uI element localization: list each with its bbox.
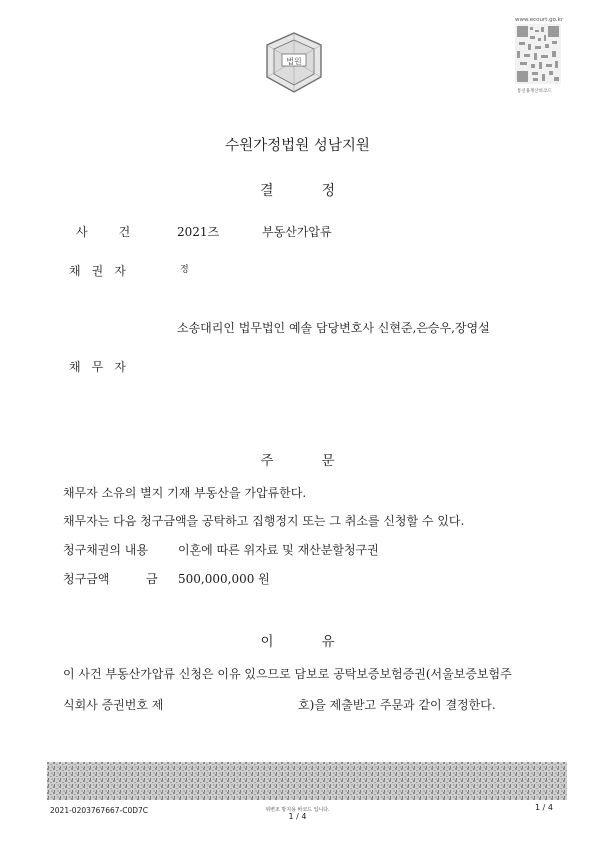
case-label-char-2: 건 [118,225,131,239]
order-line-2: 채무자는 다음 청구금액을 공탁하고 집행정지 또는 그 취소를 신청할 수 있다. [63,514,465,528]
case-label [76,223,130,240]
reason-line-1: 이 사건 부동산가압류 신청은 이유 있으므로 담보로 공탁보증보험증권(서울보증보험주 [63,667,512,681]
page-number-right: 1 / 4 [535,803,553,812]
court-name: 수원가정법원 성남지원 [225,138,370,154]
debtor-label [69,358,126,375]
claim-right-label: 청구채권의 내용 [63,543,148,557]
qr-url: www.ecourt.go.kr [515,17,564,23]
debtor-label-char-2: 무 [91,360,104,374]
creditor-name: 정 [180,265,189,275]
security-band [47,762,567,800]
case-label-char-1: 사 [76,225,88,239]
reason-line-2-end: 호)을 제출받고 주문과 같이 결정한다. [298,698,496,712]
document-type-heading [0,180,595,200]
creditor-label-char-2: 권 [91,264,104,278]
claim-amount-label: 청구금액 [63,572,110,586]
legal-agent: 소송대리인 법무법인 예솔 담당변호사 신현준,은승우,장영설 [177,321,490,335]
reason-heading-char-2: 유 [321,634,335,650]
qr-code-icon [515,24,561,84]
reason-heading [0,630,595,650]
order-line-1: 채무자 소유의 별지 기재 부동산을 가압류한다. [63,486,307,500]
reason-heading-char-1: 이 [260,634,274,650]
document-id: 2021-0203767667-C0D7C [50,806,149,815]
claim-amount-prefix: 금 [146,572,158,586]
order-heading [0,449,595,469]
claim-amount-value: 500,000,000 원 [178,572,270,586]
creditor-label [69,262,126,279]
case-number: 2021즈 [177,225,220,239]
debtor-label-char-3: 자 [114,360,126,374]
page-number-center: 1 / 4 [288,812,307,821]
court-emblem [262,30,326,96]
emblem-label: 법원 [286,57,302,66]
debtor-label-char-1: 채 [69,360,81,374]
security-pattern [47,762,567,800]
creditor-label-char-3: 자 [114,264,126,278]
claim-right-value: 이혼에 따른 위자료 및 재산분할청구권 [178,543,379,557]
doc-type-char-1: 결 [259,183,274,199]
reason-line-2-start: 식회사 증권번호 제 [63,698,164,712]
qr-code [515,24,561,84]
doc-type-char-2: 정 [321,183,336,199]
order-heading-char-2: 문 [321,453,335,469]
barcode-note: 위변조 방지용 바코드 입니다. [265,807,330,813]
case-name: 부동산가압류 [262,225,332,239]
order-heading-char-1: 주 [260,453,274,469]
court-emblem-icon [262,30,326,96]
creditor-label-char-1: 채 [69,264,81,278]
qr-caption: 통신용계산바코드 [517,89,552,94]
